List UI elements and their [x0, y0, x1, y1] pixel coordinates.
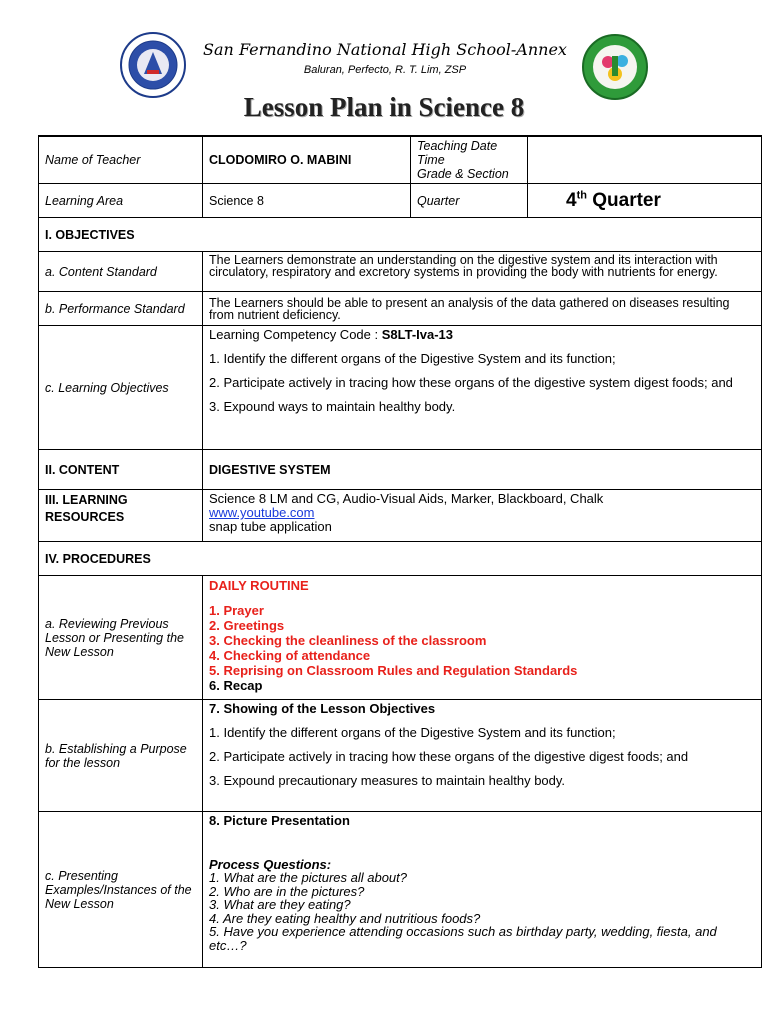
quarter-suffix: th [576, 189, 587, 202]
content-standard-label: a. Content Standard [39, 252, 203, 292]
objectives-heading-row [39, 218, 762, 252]
objective-item: 1. Identify the different organs of the Digestive System and its function; [209, 351, 616, 366]
presenting-row [39, 812, 762, 968]
deped-seal-icon [120, 32, 186, 98]
grade-label: Grade & Section [417, 167, 509, 181]
procedures-heading-row [39, 542, 762, 576]
school-seal-icon [582, 34, 648, 100]
routine-title: DAILY ROUTINE [209, 578, 309, 593]
presenting-title: 8. Picture Presentation [209, 813, 350, 828]
content-heading: II. CONTENT [39, 450, 203, 490]
reviewing-content [203, 576, 762, 700]
objectives-heading: I. OBJECTIVES [39, 218, 762, 252]
resources-line: Science 8 LM and CG, Audio-Visual Aids, Marker, Blackboard, Chalk [209, 491, 604, 506]
schedule-labels [411, 136, 528, 184]
questions-title: Process Questions: [209, 856, 332, 872]
resources-link[interactable]: www.youtube.com [209, 505, 315, 520]
presenting-content [203, 812, 762, 968]
purpose-row [39, 700, 762, 812]
resources-line: snap tube application [209, 519, 332, 534]
recap-item: 6. Recap [209, 678, 263, 693]
quarter-label: Quarter [411, 184, 528, 218]
objective-item: 3. Expound ways to maintain healthy body. [209, 399, 456, 414]
time-label: Time [417, 153, 445, 167]
resources-row [39, 490, 762, 542]
quarter-value [528, 184, 762, 218]
content-row [39, 450, 762, 490]
teacher-row [39, 136, 762, 184]
date-label: Teaching Date [417, 139, 498, 153]
performance-standard-label: b. Performance Standard [39, 292, 203, 326]
teacher-value: CLODOMIRO O. MABINI [203, 136, 411, 184]
performance-standard-text: The Learners should be able to present an analysis of the data gathered on diseases resulting from nutrient deficiency. [203, 292, 762, 326]
question-item: 5. Have you experience attending occasions such as birthday party, wedding, fiesta, and etc…? [209, 924, 717, 953]
reviewing-label: a. Reviewing Previous Lesson or Presenting the New Lesson [39, 576, 203, 700]
teacher-label: Name of Teacher [39, 136, 203, 184]
objective-item: 2. Participate actively in tracing how these organs of the digestive system digest foods; and [209, 375, 733, 390]
routine-item: 2. Greetings [209, 618, 285, 633]
resources-heading: III. LEARNING RESOURCES [39, 490, 203, 542]
performance-standard-row [39, 292, 762, 326]
purpose-item: 3. Expound precautionary measures to maintain healthy body. [209, 773, 566, 788]
question-item: 3. What are they eating? [209, 897, 351, 912]
reviewing-row [39, 576, 762, 700]
question-item: 2. Who are in the pictures? [209, 883, 365, 899]
purpose-item: 1. Identify the different organs of the Digestive System and its function; [209, 725, 616, 740]
page-title: Lesson Plan in Science 8 [243, 92, 525, 122]
routine-item: 5. Reprising on Classroom Rules and Regulation Standards [209, 663, 578, 678]
quarter-word: Quarter [592, 189, 661, 211]
document-header [0, 0, 768, 130]
content-standard-text: The Learners demonstrate an understanding on the digestive system and its interaction with circulatory, respiratory and excretory systems in providing the body with nutrients for energy. [203, 252, 762, 292]
school-address: Baluran, Perfecto, R. T. Lim, ZSP [303, 64, 467, 76]
lesson-plan-table [38, 135, 762, 968]
area-row [39, 184, 762, 218]
schedule-values [528, 136, 762, 184]
competency-code: S8LT-Iva-13 [381, 327, 454, 342]
procedures-heading: IV. PROCEDURES [39, 542, 762, 576]
quarter-number: 4 [566, 189, 577, 211]
school-name: San Fernandino National High School-Annex [203, 40, 567, 59]
learning-objectives-label: c. Learning Objectives [39, 326, 203, 450]
area-value: Science 8 [203, 184, 411, 218]
routine-item: 3. Checking the cleanliness of the classroom [209, 633, 487, 648]
presenting-label: c. Presenting Examples/Instances of the New Lesson [39, 812, 203, 968]
question-item: 4. Are they eating healthy and nutritious foods? [209, 910, 481, 926]
learning-objectives-content [203, 326, 762, 450]
competency-prefix: Learning Competency Code : [209, 327, 382, 342]
area-label: Learning Area [39, 184, 203, 218]
content-standard-row [39, 252, 762, 292]
purpose-label: b. Establishing a Purpose for the lesson [39, 700, 203, 812]
resources-content [203, 490, 762, 542]
routine-item: 1. Prayer [209, 603, 264, 618]
question-item: 1. What are the pictures all about? [209, 870, 408, 885]
learning-objectives-row [39, 326, 762, 450]
content-value: DIGESTIVE SYSTEM [203, 450, 762, 490]
routine-item: 4. Checking of attendance [209, 648, 371, 663]
purpose-title: 7. Showing of the Lesson Objectives [209, 701, 436, 716]
purpose-item: 2. Participate actively in tracing how these organs of the digestive digest foods; and [209, 749, 689, 764]
purpose-content [203, 700, 762, 812]
